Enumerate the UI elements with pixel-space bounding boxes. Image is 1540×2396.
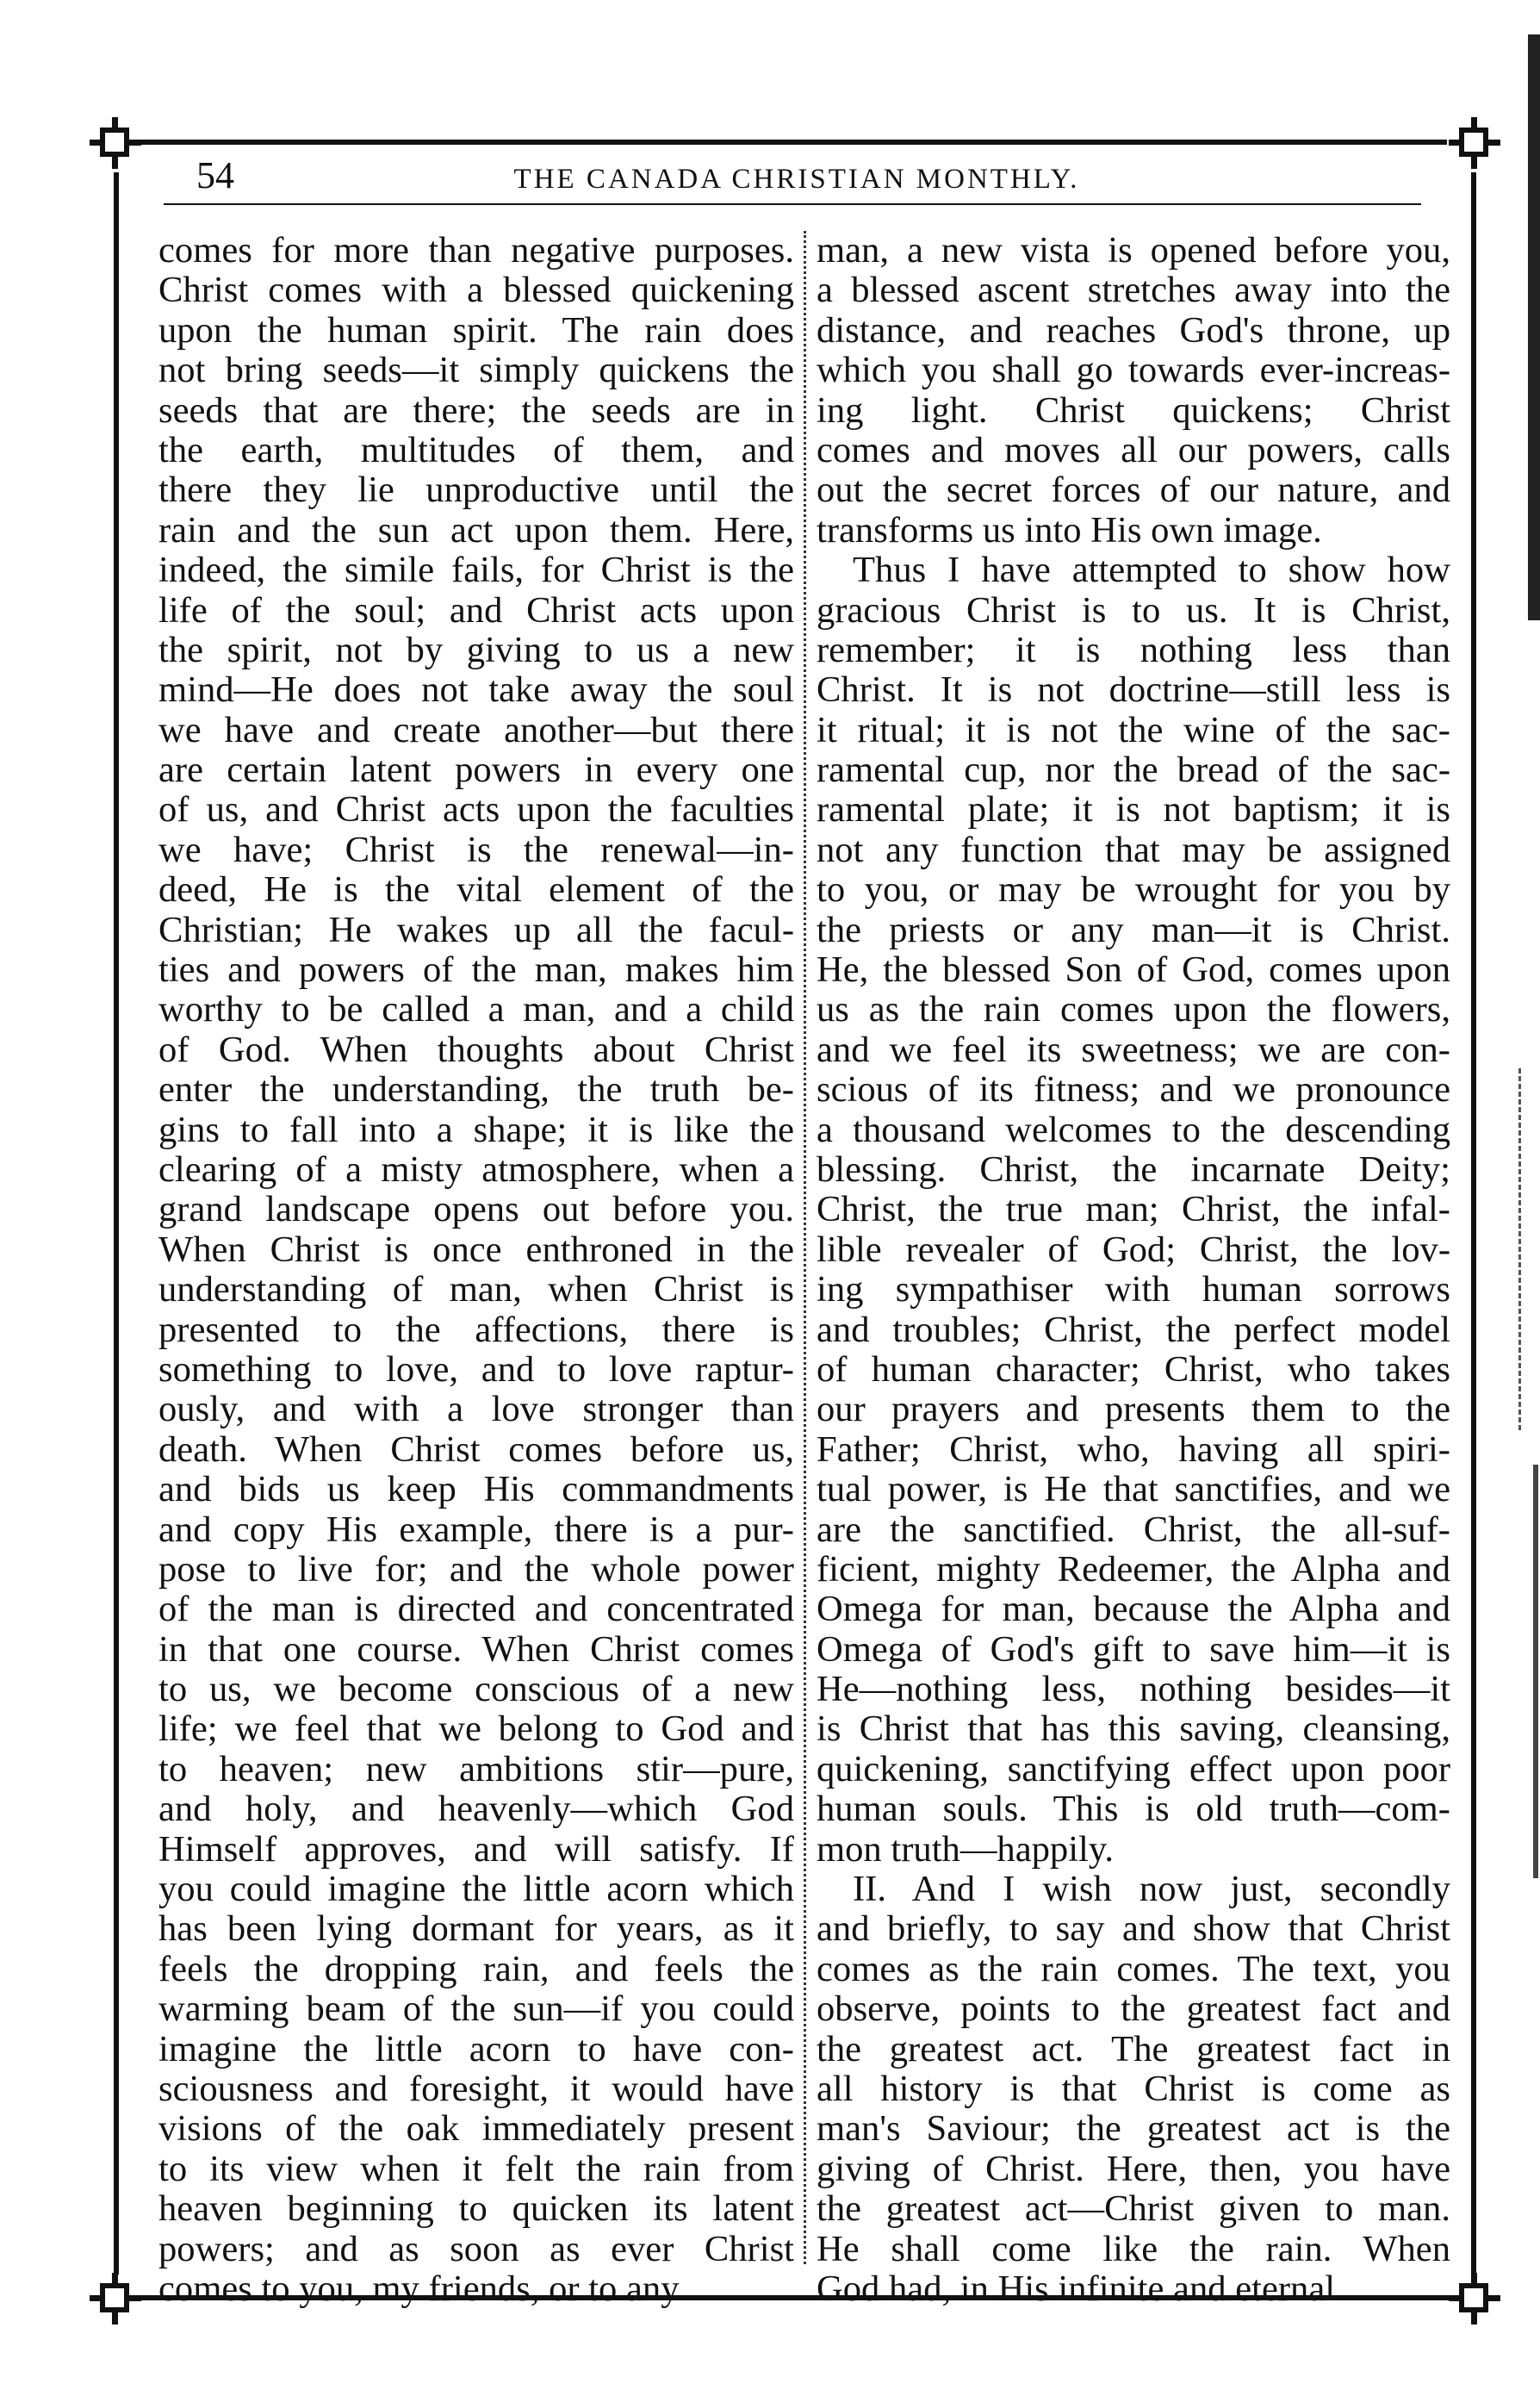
text-line: enter the understanding, the truth be- bbox=[158, 1069, 794, 1111]
text-line: and holy, and heavenly—which God bbox=[158, 1789, 794, 1830]
text-line: and copy His example, there is a pur- bbox=[158, 1509, 794, 1550]
text-line: and briefly, to say and show that Christ bbox=[817, 1908, 1450, 1950]
text-line: Christian; He wakes up all the facul- bbox=[158, 909, 794, 950]
text-line: the spirit, not by giving to us a new bbox=[158, 629, 794, 670]
text-line: ramental cup, nor the bread of the sac- bbox=[817, 750, 1450, 791]
text-line: comes to you, my friends, or to any bbox=[158, 2268, 680, 2309]
text-line: comes as the rain comes. The text, you bbox=[817, 1948, 1450, 1989]
text-line: not any function that may be assigned bbox=[817, 829, 1450, 870]
text-line: imagine the little acorn to have con- bbox=[158, 2028, 794, 2069]
text-line: of God. When thoughts about Christ bbox=[158, 1029, 794, 1070]
text-line: mon truth—happily. bbox=[817, 1828, 1115, 1870]
text-line: a thousand welcomes to the descending bbox=[817, 1109, 1450, 1150]
text-line: the greatest act. The greatest fact in bbox=[817, 2028, 1450, 2069]
text-line: tual power, is He that sanctifies, and we bbox=[817, 1469, 1450, 1510]
scan-margin-edge bbox=[1528, 34, 1540, 620]
text-line: Christ, the true man; Christ, the infal- bbox=[817, 1189, 1450, 1230]
text-line: heaven beginning to quicken its latent bbox=[158, 2188, 794, 2230]
text-line: we have; Christ is the renewal—in- bbox=[158, 829, 794, 870]
text-line: ramental plate; it is not baptism; it is bbox=[817, 789, 1450, 831]
text-line: upon the human spirit. The rain does bbox=[158, 309, 794, 351]
text-line: feels the dropping rain, and feels the bbox=[158, 1948, 794, 1989]
text-line: warming beam of the sun—if you could bbox=[158, 1988, 794, 2030]
text-line: to its view when it felt the rain from bbox=[158, 2148, 794, 2189]
text-line: and bids us keep His commandments bbox=[158, 1469, 794, 1510]
text-line: grand landscape opens out before you. bbox=[158, 1189, 794, 1230]
text-line: Omega of God's gift to save him—it is bbox=[817, 1628, 1450, 1670]
text-line: blessing. Christ, the incarnate Deity; bbox=[817, 1148, 1450, 1190]
scan-margin-edge-lower bbox=[1533, 1465, 1538, 1878]
text-line: Himself approves, and will satisfy. If bbox=[158, 1828, 794, 1870]
corner-ornament-top-left bbox=[90, 117, 141, 169]
text-line: are certain latent powers in every one bbox=[158, 750, 794, 791]
text-line: sciousness and foresight, it would have bbox=[158, 2068, 794, 2109]
text-line: observe, points to the greatest fact and bbox=[817, 1988, 1450, 2030]
text-line: the greatest act—Christ given to man. bbox=[817, 2188, 1450, 2230]
text-line: remember; it is nothing less than bbox=[817, 629, 1450, 670]
text-line: He shall come like the rain. When bbox=[817, 2228, 1450, 2269]
text-line: ties and powers of the man, makes him bbox=[158, 949, 794, 991]
text-line: deed, He is the vital element of the bbox=[158, 869, 794, 911]
text-line: II. And I wish now just, secondly bbox=[853, 1869, 1450, 1910]
text-line: Thus I have attempted to show how bbox=[853, 550, 1450, 591]
text-line: and we feel its sweetness; we are con- bbox=[817, 1029, 1450, 1070]
text-line: to heaven; new ambitions stir—pure, bbox=[158, 1748, 794, 1789]
text-line: God had, in His infinite and eternal bbox=[817, 2268, 1336, 2309]
text-line: worthy to be called a man, and a child bbox=[158, 989, 794, 1030]
text-line: ing light. Christ quickens; Christ bbox=[817, 389, 1450, 431]
text-line: Christ. It is not doctrine—still less is bbox=[817, 669, 1450, 711]
text-line: scious of its fitness; and we pronounce bbox=[817, 1069, 1450, 1111]
text-line: Christ comes with a blessed quickening bbox=[158, 270, 794, 311]
text-line: are the sanctified. Christ, the all-suf- bbox=[817, 1509, 1450, 1550]
text-line: giving of Christ. Here, then, you have bbox=[817, 2148, 1450, 2189]
text-line: of us, and Christ acts upon the faculties bbox=[158, 789, 794, 831]
text-line: us as the rain comes upon the flowers, bbox=[817, 989, 1450, 1030]
text-line: transforms us into His own image. bbox=[817, 509, 1322, 551]
text-line: distance, and reaches God's throne, up bbox=[817, 309, 1450, 351]
text-line: indeed, the simile fails, for Christ is the bbox=[158, 550, 794, 591]
text-line: mind—He does not take away the soul bbox=[158, 669, 794, 711]
frame-left-rule bbox=[114, 172, 119, 2275]
text-line: we have and create another—but there bbox=[158, 709, 794, 750]
frame-right-rule bbox=[1471, 172, 1476, 2275]
text-line: He—nothing less, nothing besides—it bbox=[817, 1669, 1450, 1710]
text-line: When Christ is once enthroned in the bbox=[158, 1229, 794, 1270]
text-line: ficient, mighty Redeemer, the Alpha and bbox=[817, 1548, 1450, 1590]
text-line: comes and moves all our powers, calls bbox=[817, 429, 1450, 470]
text-line: of the man is directed and concentrated bbox=[158, 1589, 794, 1630]
scan-margin-mark bbox=[1518, 1068, 1533, 1430]
running-title: THE CANADA CHRISTIAN MONTHLY. bbox=[513, 164, 1080, 195]
text-line: the priests or any man—it is Christ. bbox=[817, 909, 1450, 950]
frame-top-rule bbox=[129, 140, 1447, 145]
text-line: death. When Christ comes before us, bbox=[158, 1428, 794, 1470]
text-line: our prayers and presents them to the bbox=[817, 1389, 1450, 1430]
text-line: human souls. This is old truth—com- bbox=[817, 1789, 1450, 1830]
text-line: it ritual; it is not the wine of the sac- bbox=[817, 709, 1450, 750]
corner-ornament-top-right bbox=[1449, 117, 1500, 169]
text-line: seeds that are there; the seeds are in bbox=[158, 389, 794, 431]
text-line: gins to fall into a shape; it is like the bbox=[158, 1109, 794, 1150]
right-column bbox=[817, 230, 1450, 2309]
text-line: comes for more than negative purposes. bbox=[158, 230, 794, 271]
left-column bbox=[158, 230, 794, 2309]
text-line: in that one course. When Christ comes bbox=[158, 1628, 794, 1670]
text-line: lible revealer of God; Christ, the lov- bbox=[817, 1229, 1450, 1270]
text-line: gracious Christ is to us. It is Christ, bbox=[817, 589, 1450, 631]
text-line: ously, and with a love stronger than bbox=[158, 1389, 794, 1430]
text-line: pose to live for; and the whole power bbox=[158, 1548, 794, 1590]
text-line: to us, we become conscious of a new bbox=[158, 1669, 794, 1710]
text-line: not bring seeds—it simply quickens the bbox=[158, 350, 794, 391]
text-line: presented to the affections, there is bbox=[158, 1309, 794, 1350]
text-line: powers; and as soon as ever Christ bbox=[158, 2228, 794, 2269]
text-line: has been lying dormant for years, as it bbox=[158, 1908, 794, 1950]
text-line: life of the soul; and Christ acts upon bbox=[158, 589, 794, 631]
column-divider bbox=[804, 231, 806, 2264]
text-line: something to love, and to love raptur- bbox=[158, 1348, 794, 1390]
page-header bbox=[164, 152, 1430, 200]
text-line: out the secret forces of our nature, and bbox=[817, 470, 1450, 511]
text-line: of human character; Christ, who takes bbox=[817, 1348, 1450, 1390]
corner-ornament-bottom-right bbox=[1449, 2273, 1500, 2324]
text-line: all history is that Christ is come as bbox=[817, 2068, 1450, 2109]
text-line: life; we feel that we belong to God and bbox=[158, 1708, 794, 1750]
text-line: man's Saviour; the greatest act is the bbox=[817, 2108, 1450, 2150]
text-line: clearing of a misty atmosphere, when a bbox=[158, 1148, 794, 1190]
text-line: is Christ that has this saving, cleansing, bbox=[817, 1708, 1450, 1750]
text-line: the earth, multitudes of them, and bbox=[158, 429, 794, 470]
text-line: He, the blessed Son of God, comes upon bbox=[817, 949, 1450, 991]
text-line: you could imagine the little acorn which bbox=[158, 1869, 794, 1910]
text-line: ing sympathiser with human sorrows bbox=[817, 1269, 1450, 1310]
corner-ornament-bottom-left bbox=[90, 2273, 141, 2324]
text-line: Father; Christ, who, having all spiri- bbox=[817, 1428, 1450, 1470]
text-line: Omega for man, because the Alpha and bbox=[817, 1589, 1450, 1630]
text-line: rain and the sun act upon them. Here, bbox=[158, 509, 794, 551]
text-line: visions of the oak immediately present bbox=[158, 2108, 794, 2150]
text-line: and troubles; Christ, the perfect model bbox=[817, 1309, 1450, 1350]
page-number: 54 bbox=[196, 154, 234, 196]
text-line: understanding of man, when Christ is bbox=[158, 1269, 794, 1310]
text-line: there they lie unproductive until the bbox=[158, 470, 794, 511]
text-line: to you, or may be wrought for you by bbox=[817, 869, 1450, 911]
text-line: quickening, sanctifying effect upon poor bbox=[817, 1748, 1450, 1789]
text-line: which you shall go towards ever-increas- bbox=[817, 350, 1450, 391]
frame-header-rule bbox=[164, 203, 1421, 205]
text-line: a blessed ascent stretches away into the bbox=[817, 270, 1450, 311]
text-line: man, a new vista is opened before you, bbox=[817, 230, 1450, 271]
